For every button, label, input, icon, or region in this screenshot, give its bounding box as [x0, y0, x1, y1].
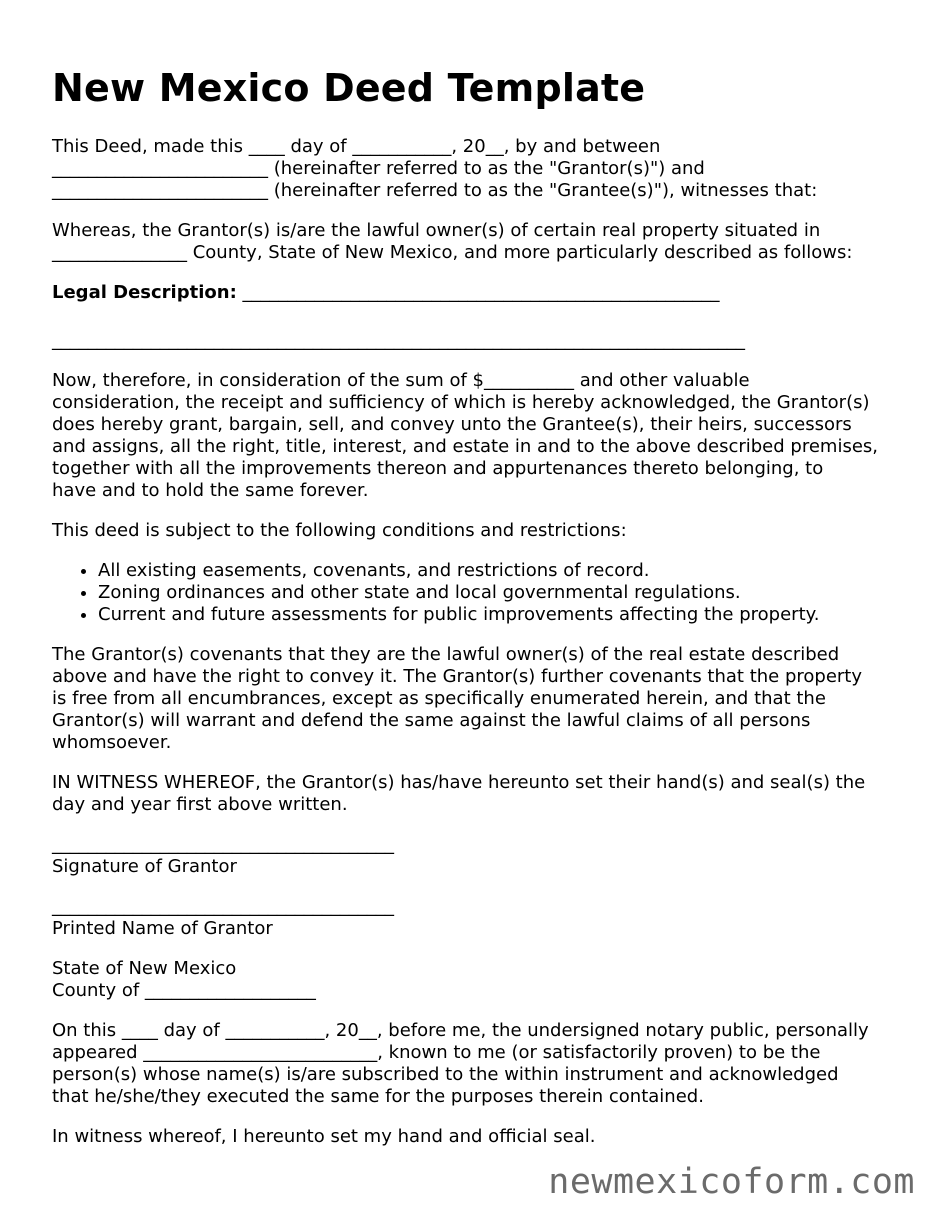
covenants-line: above and have the right to convey it. The Grantor(s) further covenants that the property	[52, 666, 863, 687]
witness-line: IN WITNESS WHEREOF, the Grantor(s) has/have hereunto set their hand(s) and seal(s) the	[52, 772, 866, 793]
site-watermark: newmexicoform.com	[548, 1162, 915, 1202]
notary-line: that he/she/they executed the same for the purposes therein contained.	[52, 1086, 704, 1107]
conditions-intro: This deed is subject to the following conditions and restrictions:	[52, 520, 627, 541]
notary-line: appeared __________________________, known to me (or satisfactorily proven) to be the	[52, 1042, 821, 1063]
condition-item: • All existing easements, covenants, and restrictions of record.	[98, 560, 912, 582]
signature-block	[52, 834, 912, 940]
whereas-line: _______________ County, State of New Mexico, and more particularly described as follows:	[52, 242, 853, 263]
covenants-line: whomsoever.	[52, 732, 172, 753]
page-title: New Mexico Deed Template	[52, 66, 646, 110]
notary-county: County of ___________________	[52, 980, 316, 1001]
legal-description-blank-line: _____________________________________________________________________________	[52, 330, 745, 351]
notary-line: person(s) whose name(s) is/are subscribed to the within instrument and acknowledged	[52, 1064, 839, 1085]
intro-paragraph	[52, 136, 912, 202]
consideration-line: does hereby grant, bargain, sell, and convey unto the Grantee(s), their heirs, successors	[52, 414, 852, 435]
legal-description-blank: _____________________________________________________	[236, 282, 720, 303]
closing-line: In witness whereof, I hereunto set my hand and official seal.	[52, 1126, 596, 1147]
printed-name-blank: ______________________________________	[52, 896, 394, 917]
whereas-paragraph	[52, 220, 912, 264]
witness-paragraph	[52, 772, 912, 816]
legal-description-label: Legal Description:	[52, 282, 237, 303]
consideration-line: together with all the improvements thereon and appurtenances thereto belonging, to	[52, 458, 824, 479]
signature-blank: ______________________________________	[52, 834, 394, 855]
consideration-line: consideration, the receipt and sufficiency of which is hereby acknowledged, the Grantor(s)	[52, 392, 870, 413]
deed-document	[52, 62, 912, 1148]
covenants-paragraph	[52, 644, 912, 754]
condition-item: • Current and future assessments for public improvements affecting the property.	[98, 604, 912, 626]
consideration-line: have and to hold the same forever.	[52, 480, 369, 501]
conditions-list	[52, 560, 912, 626]
covenants-line: Grantor(s) will warrant and defend the same against the lawful claims of all persons	[52, 710, 811, 731]
witness-line: day and year first above written.	[52, 794, 348, 815]
consideration-line: and assigns, all the right, title, interest, and estate in and to the above described premises,	[52, 436, 878, 457]
legal-description	[52, 282, 912, 304]
notary-line: On this ____ day of ___________, 20__, before me, the undersigned notary public, personally	[52, 1020, 869, 1041]
signature-label: Signature of Grantor	[52, 856, 237, 877]
consideration-paragraph	[52, 370, 912, 502]
intro-line: ________________________ (hereinafter referred to as the "Grantor(s)") and	[52, 158, 705, 179]
printed-name-label: Printed Name of Grantor	[52, 918, 273, 939]
notary-header	[52, 958, 912, 1002]
intro-line: This Deed, made this ____ day of ___________, 20__, by and between	[52, 136, 661, 157]
whereas-line: Whereas, the Grantor(s) is/are the lawful owner(s) of certain real property situated in	[52, 220, 821, 241]
notary-state: State of New Mexico	[52, 958, 237, 979]
intro-line: ________________________ (hereinafter referred to as the "Grantee(s)"), witnesses that:	[52, 180, 818, 201]
condition-item: • Zoning ordinances and other state and local governmental regulations.	[98, 582, 912, 604]
notary-paragraph	[52, 1020, 912, 1108]
covenants-line: is free from all encumbrances, except as specifically enumerated herein, and that the	[52, 688, 826, 709]
consideration-line: Now, therefore, in consideration of the sum of $__________ and other valuable	[52, 370, 750, 391]
covenants-line: The Grantor(s) covenants that they are the lawful owner(s) of the real estate described	[52, 644, 840, 665]
